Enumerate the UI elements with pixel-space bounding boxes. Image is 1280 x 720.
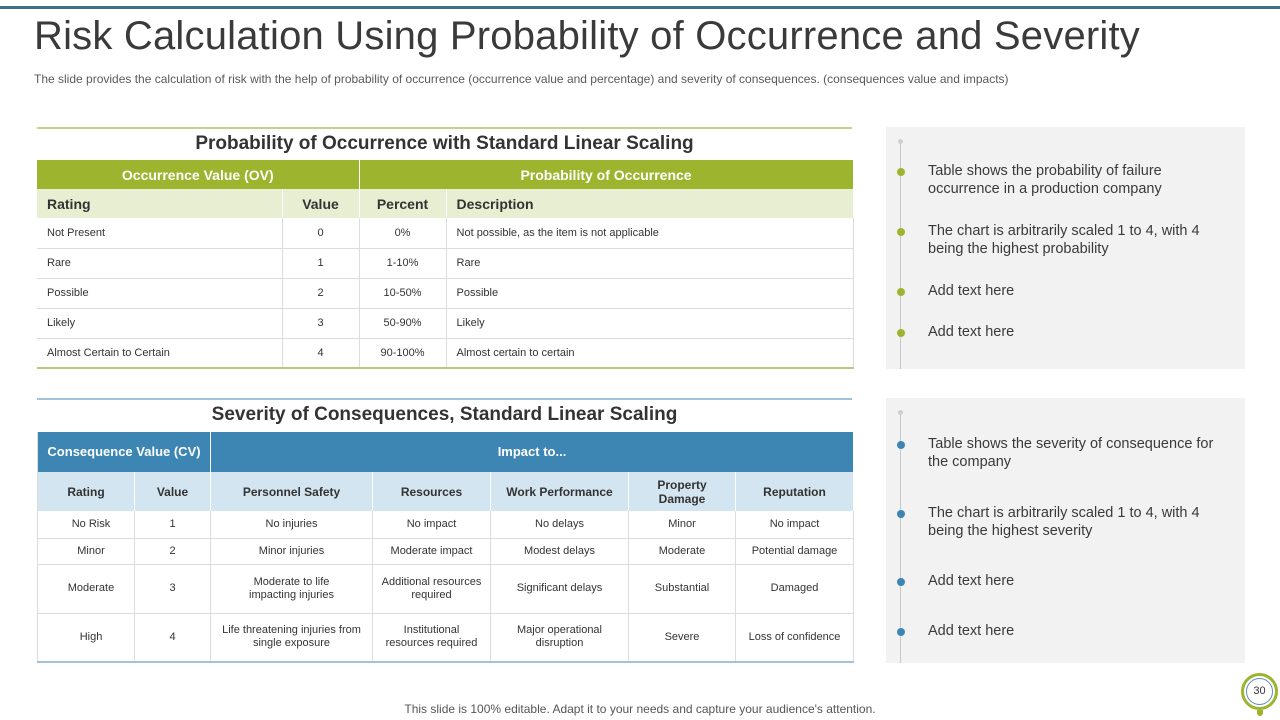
personnel-safety-cell: Life threatening injuries from single exposure xyxy=(211,613,373,662)
column-header-value: Value xyxy=(135,472,211,511)
reputation-cell: No impact xyxy=(736,511,854,538)
note-text: Table shows the severity of consequence for the company xyxy=(928,436,1214,470)
column-header-value: Value xyxy=(282,189,359,218)
reputation-cell: Loss of confidence xyxy=(736,613,854,662)
value-cell: 1 xyxy=(282,248,359,278)
column-header-rating: Rating xyxy=(38,472,135,511)
table-row xyxy=(38,511,854,538)
slide-subtitle: The slide provides the calculation of risk with the help of probability of occurrence (occurrence value and percentage) and severity of consequences. (consequences value and impacts) xyxy=(34,72,1009,86)
rating-cell: Almost Certain to Certain xyxy=(37,338,282,368)
table-row xyxy=(38,564,854,613)
bullet-dot-icon xyxy=(897,288,905,296)
slide-title: Risk Calculation Using Probability of Occurrence and Severity xyxy=(34,14,1141,58)
probability-group-header: Probability of Occurrence xyxy=(359,160,853,189)
note-text: The chart is arbitrarily scaled 1 to 4, with 4 being the highest probability xyxy=(928,223,1200,257)
occurrence-value-group-header: Occurrence Value (OV) xyxy=(37,160,359,189)
column-header-percent: Percent xyxy=(359,189,446,218)
note-text: Add text here xyxy=(928,324,1015,340)
percent-cell: 0% xyxy=(359,218,446,248)
column-header-reputation: Reputation xyxy=(736,472,854,511)
work-performance-cell: Modest delays xyxy=(491,538,629,564)
value-cell: 1 xyxy=(135,511,211,538)
bullet-dot-icon xyxy=(897,510,905,518)
description-cell: Possible xyxy=(446,278,853,308)
property-damage-cell: Substantial xyxy=(629,564,736,613)
description-cell: Rare xyxy=(446,248,853,278)
percent-cell: 1-10% xyxy=(359,248,446,278)
rating-cell: Rare xyxy=(37,248,282,278)
timeline-line xyxy=(900,412,901,663)
table-row xyxy=(37,338,853,368)
rating-cell: Possible xyxy=(37,278,282,308)
resources-cell: No impact xyxy=(373,511,491,538)
work-performance-cell: Significant delays xyxy=(491,564,629,613)
column-header-personnel-safety: Personnel Safety xyxy=(211,472,373,511)
percent-cell: 90-100% xyxy=(359,338,446,368)
page-number: 30 xyxy=(1246,678,1273,705)
severity-section-rule xyxy=(37,398,852,400)
impact-group-header: Impact to... xyxy=(211,432,854,472)
description-cell: Almost certain to certain xyxy=(446,338,853,368)
title-top-rule xyxy=(0,6,1280,9)
property-damage-cell: Minor xyxy=(629,511,736,538)
rating-cell: No Risk xyxy=(38,511,135,538)
table-row xyxy=(37,308,853,338)
bullet-dot-icon xyxy=(897,628,905,636)
table-row xyxy=(38,538,854,564)
work-performance-cell: Major operational disruption xyxy=(491,613,629,662)
table-row xyxy=(37,278,853,308)
property-damage-cell: Severe xyxy=(629,613,736,662)
rating-cell: Not Present xyxy=(37,218,282,248)
reputation-cell: Potential damage xyxy=(736,538,854,564)
bullet-dot-icon xyxy=(897,228,905,236)
table-row xyxy=(37,248,853,278)
percent-cell: 50-90% xyxy=(359,308,446,338)
value-cell: 4 xyxy=(282,338,359,368)
timeline-start-dot xyxy=(898,139,903,144)
description-cell: Not possible, as the item is not applicable xyxy=(446,218,853,248)
table-row xyxy=(37,218,853,248)
value-cell: 3 xyxy=(135,564,211,613)
severity-table xyxy=(37,432,854,663)
slide-footer: This slide is 100% editable. Adapt it to your needs and capture your audience's attention. xyxy=(404,702,876,716)
badge-stem-icon xyxy=(1257,710,1263,716)
probability-table xyxy=(37,160,854,369)
consequence-value-group-header: Consequence Value (CV) xyxy=(38,432,211,472)
value-cell: 4 xyxy=(135,613,211,662)
column-header-rating: Rating xyxy=(37,189,282,218)
property-damage-cell: Moderate xyxy=(629,538,736,564)
table-row xyxy=(38,613,854,662)
timeline-start-dot xyxy=(898,410,903,415)
probability-section-rule xyxy=(37,127,852,129)
note-text: Add text here xyxy=(928,573,1015,589)
value-cell: 2 xyxy=(282,278,359,308)
probability-notes-panel xyxy=(886,127,1245,369)
resources-cell: Institutional resources required xyxy=(373,613,491,662)
column-header-property-damage: Property Damage xyxy=(629,472,736,511)
page-number-badge xyxy=(1241,673,1278,710)
bullet-dot-icon xyxy=(897,578,905,586)
rating-cell: Likely xyxy=(37,308,282,338)
probability-table-title: Probability of Occurrence with Standard Linear Scaling xyxy=(195,133,694,154)
note-text: The chart is arbitrarily scaled 1 to 4, with 4 being the highest severity xyxy=(928,505,1200,539)
column-header-description: Description xyxy=(446,189,853,218)
reputation-cell: Damaged xyxy=(736,564,854,613)
personnel-safety-cell: No injuries xyxy=(211,511,373,538)
bullet-dot-icon xyxy=(897,329,905,337)
bullet-dot-icon xyxy=(897,441,905,449)
note-text: Add text here xyxy=(928,283,1015,299)
value-cell: 2 xyxy=(135,538,211,564)
bullet-dot-icon xyxy=(897,168,905,176)
value-cell: 0 xyxy=(282,218,359,248)
severity-table-title: Severity of Consequences, Standard Linear Scaling xyxy=(211,404,678,425)
description-cell: Likely xyxy=(446,308,853,338)
resources-cell: Additional resources required xyxy=(373,564,491,613)
rating-cell: Minor xyxy=(38,538,135,564)
column-header-work-performance: Work Performance xyxy=(491,472,629,511)
column-header-resources: Resources xyxy=(373,472,491,511)
personnel-safety-cell: Moderate to life impacting injuries xyxy=(211,564,373,613)
resources-cell: Moderate impact xyxy=(373,538,491,564)
work-performance-cell: No delays xyxy=(491,511,629,538)
rating-cell: High xyxy=(38,613,135,662)
note-text: Table shows the probability of failure occurrence in a production company xyxy=(928,163,1162,197)
value-cell: 3 xyxy=(282,308,359,338)
personnel-safety-cell: Minor injuries xyxy=(211,538,373,564)
rating-cell: Moderate xyxy=(38,564,135,613)
severity-notes-panel xyxy=(886,398,1245,663)
note-text: Add text here xyxy=(928,623,1015,639)
percent-cell: 10-50% xyxy=(359,278,446,308)
